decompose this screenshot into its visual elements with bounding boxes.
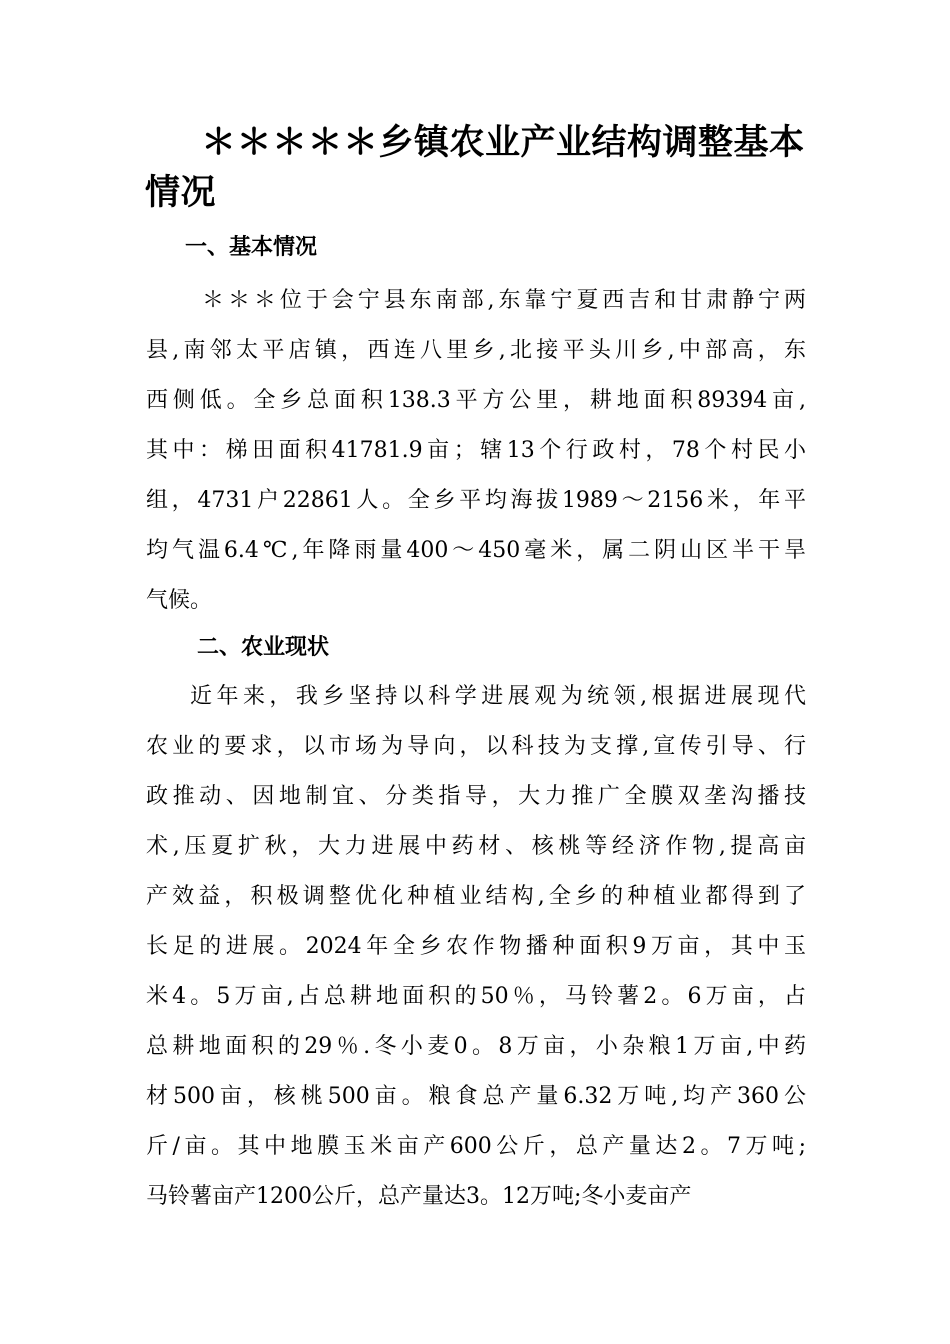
paragraph-basic-info: [146, 276, 806, 626]
document-title: ＊＊＊＊＊乡镇农业产业结构调整基本情况: [145, 123, 805, 213]
text-line: 术,压夏扩秋，大力进展中药材、核桃等经济作物,提高亩: [146, 834, 806, 859]
text-line: 组，4731户22861人。全乡平均海拔1989～2156米，年平: [146, 488, 806, 513]
text-line: 政推动、因地制宜、分类指导，大力推广全膜双垄沟播技: [146, 784, 806, 809]
text-line: 总耕地面积的29％.冬小麦0。8万亩，小杂粮1万亩,中药: [146, 1034, 806, 1059]
text-line: 长足的进展。2024年全乡农作物播种面积9万亩，其中玉: [146, 934, 806, 959]
text-line: 斤/亩。其中地膜玉米亩产600公斤，总产量达2。7万吨;: [146, 1134, 806, 1159]
text-line: 马铃薯亩产1200公斤，总产量达3。12万吨;冬小麦亩产: [146, 1184, 692, 1209]
text-line: 其中：梯田面积41781.9亩；辖13个行政村，78个村民小: [146, 438, 806, 463]
text-line: 米4。5万亩,占总耕地面积的50％，马铃薯2。6万亩，占: [146, 984, 806, 1009]
text-line: ＊＊＊位于会宁县东南部,东靠宁夏西吉和甘肃静宁两: [202, 288, 806, 313]
text-line: 西侧低。全乡总面积138.3平方公里，耕地面积89394亩,: [146, 388, 806, 413]
text-line: 材500亩，核桃500亩。粮食总产量6.32万吨,均产360公: [146, 1084, 806, 1109]
text-line: 县,南邻太平店镇，西连八里乡,北接平头川乡,中部高，东: [146, 338, 806, 363]
text-line: 均气温6.4℃,年降雨量400～450毫米，属二阴山区半干旱: [146, 538, 806, 563]
text-line: 气候。: [146, 588, 213, 613]
text-line: 产效益，积极调整优化种植业结构,全乡的种植业都得到了: [146, 884, 806, 909]
section-heading-basic-info: 一、基本情况: [185, 235, 318, 260]
paragraph-agriculture-status: [146, 672, 806, 1222]
text-line: 近年来，我乡坚持以科学进展观为统领,根据进展现代: [190, 684, 806, 709]
section-heading-agriculture-status: 二、农业现状: [197, 635, 330, 660]
text-line: 农业的要求，以市场为导向，以科技为支撑,宣传引导、行: [146, 734, 806, 759]
